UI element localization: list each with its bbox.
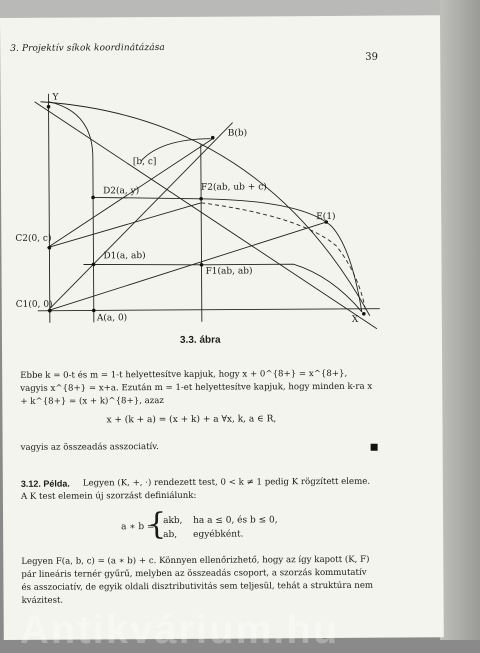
case-1-condition: ha a ≤ 0, és b ≤ 0,: [193, 515, 278, 526]
y-axis-line: [48, 94, 49, 323]
point-y: [47, 105, 51, 109]
point-f1: [200, 263, 204, 267]
figure-caption: 3.3. ábra: [179, 334, 221, 346]
point-x: [362, 312, 366, 316]
point-d1: [92, 263, 96, 267]
label-d2: D2(a, y): [103, 186, 140, 197]
chapter-header: 3. Projektív síkok koordinátázása: [10, 42, 165, 54]
point-a: [92, 309, 96, 313]
vertical-b: [201, 145, 202, 322]
label-e: E(1): [316, 211, 336, 223]
example-title: 3.12. Példa.: [20, 478, 70, 489]
case-2-expression: ab,: [163, 529, 178, 541]
paragraph-1: Ebbe k = 0-t és m = 1-t helyettesítve kapjuk, hogy x + 0^{8+} = x^{8+}, vagyis x^{8+} = x+a. Ezután m = 1-et helyettesítve kapjuk, hogy minden k-ra x + k^{8+} = (x + k)^{8+}, azaz: [20, 368, 373, 407]
label-f2: F2(ab, ub + c): [201, 182, 267, 193]
dashed-curve: [201, 202, 366, 313]
cases-brace: {: [146, 506, 167, 543]
line-c2-f2: [47, 203, 201, 248]
case-2-condition: egyébként.: [193, 529, 244, 540]
label-a: A(a, 0): [96, 313, 128, 324]
page-edge: [440, 0, 480, 640]
point-c2: [48, 246, 52, 250]
label-f1: F1(ab, ab): [205, 266, 253, 277]
cases-lhs: a ∗ b =: [121, 522, 155, 533]
point-f2: [199, 197, 203, 201]
label-x: X: [351, 314, 359, 325]
qed-mark: [371, 444, 378, 451]
formula-associativity: x + (k + a) = (x + k) + a ∀x, k, a ∈ R,: [106, 414, 277, 426]
geometry-figure: [0, 75, 442, 348]
paragraph-2: vagyis az összeadás asszociatív.: [20, 442, 159, 453]
page-number: 39: [365, 51, 379, 63]
label-d1: D1(a, ab): [103, 251, 146, 262]
curve-f2: [201, 198, 362, 313]
arc-y-x: [41, 100, 370, 318]
label-y: Y: [52, 92, 59, 103]
point-b: [211, 136, 215, 140]
label-bc: [b, c]: [132, 157, 157, 168]
label-b: B(b): [227, 128, 248, 139]
label-c1: C1(0, 0): [15, 299, 53, 310]
point-d2: [91, 196, 95, 200]
line-c1-b: [47, 123, 234, 311]
watermark-text: Antikvárium.hu: [20, 608, 340, 652]
case-1-expression: akb,: [163, 515, 183, 527]
paragraph-3: Legyen (K, +, ·) rendezett test, 0 < k ≠ 1 pedig K rögzített eleme. A K test elemein új szorzást definiálunk:: [20, 476, 371, 502]
paragraph-4: Legyen F(a, b, c) = (a ∗ b) + c. Könnyen ellenőrizhető, hogy az így kapott (K, F) pár lineáris ternér gyűrű, melyben az összeadás csoport, a szorzás kommutatív és asszociatív, de egyik oldali disztributivitás sem teljesül, tehát a struktúra nem kvázitest.: [21, 554, 374, 606]
x-axis-line: [38, 309, 380, 311]
figure-drawing: [0, 75, 442, 348]
label-c2: C2(0, c): [15, 233, 52, 244]
horizontal-d1: [84, 264, 202, 266]
horizontal-d2: [93, 197, 201, 200]
arc-left: [49, 101, 94, 322]
book-page: [0, 15, 444, 640]
